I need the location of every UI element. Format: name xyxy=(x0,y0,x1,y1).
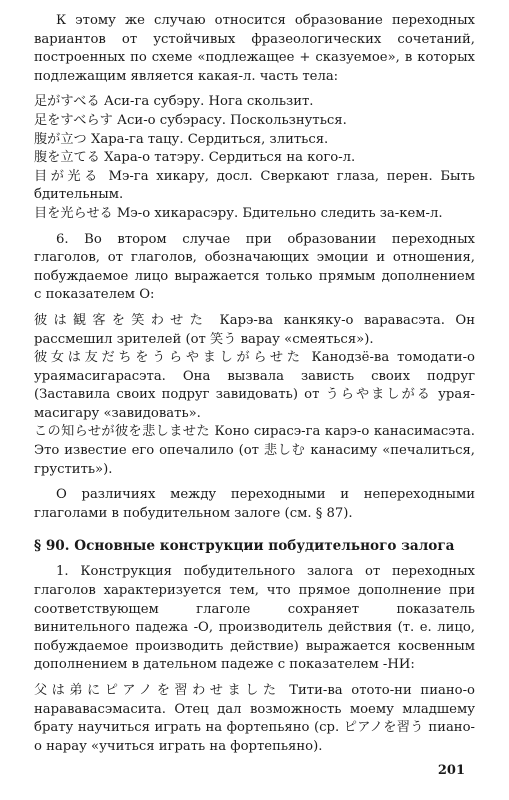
reference-paragraph: О различиях между переходными и непереходными глаголами в побудительном залоге (см. § 87). xyxy=(34,487,475,521)
point-6-paragraph: 6. Во втором случае при образовании переходных глаголов, от глаголов, обозначающих эмоции и отношения, побуждаемое лицо выражается только прямым дополнением с показателем О: xyxy=(34,231,475,303)
example-kanashimaseta: この知らせが彼を悲しませた Коно сирасэ-га карэ-о канасимасэта. Это известие его опечалило (от 悲しむ канасиму «печалиться, грустить»). xyxy=(34,424,475,477)
example-warawaseta: 彼は観客を笑わせた Карэ-ва канкяку-о варавасэта. Он рассмешил зрителей (от 笑う варау «смеяться»). xyxy=(34,312,475,347)
example-ashi-suberu: 足がすべる Аси-га субэру. Нога скользит. xyxy=(34,94,314,110)
example-narawasemashita: 父は弟にピアノを習わせました Тити-ва отото-ни пиано-о нарававасэмасита. Отец дал возможность моему младшему брату научиться играть на фортепьяно (ср. ピアノを習う пиано-о нарау «учиться играть на фортепьяно). xyxy=(34,683,475,754)
example-ashi-suberasu: 足をすべらす Аси-о субэрасу. Поскользнуться. xyxy=(34,112,347,128)
example-hara-tatsu: 腹が立つ Хара-га тацу. Сердиться, злиться. xyxy=(34,131,329,147)
example-hara-tateru: 腹を立てる Хара-о татэру. Сердиться на кого-л. xyxy=(34,150,356,166)
point-1-paragraph: 1. Конструкция побудительного залога от переходных глаголов характеризуется тем, что прямое дополнение при соответствующем глаголе сохраняет показатель винительного падежа -О, производитель действия (т. е. лицо, побуждаемое производить действие) выражается косвенным дополнением в дательном падеже с показателем -НИ: xyxy=(34,564,475,673)
example-urayamashigaraseta: 彼女は友だちをうらやましがらせた Канодзё-ва томодати-о ураямасигарасэта. Она вызвала зависть своих подруг (Заставила своих подруг завидовать) от うらやましがる урая-масигару «завидовать». xyxy=(34,350,475,421)
example-me-hikaraseru: 目を光らせる Мэ-о хикарасэру. Бдительно следить за-кем-л. xyxy=(34,205,443,221)
section-heading: § 90. Основные конструкции побудительного залога xyxy=(34,538,455,555)
intro-paragraph: К этому же случаю относится образование переходных вариантов от устойчивых фразеологических сочетаний, построенных по схеме «подлежащее + сказуемое», в которых подлежащим является какая-л. часть тела: xyxy=(34,13,475,84)
example-me-hikaru: 目が光る Мэ-га хикару, досл. Сверкают глаза, перен. Быть бдительным. xyxy=(34,168,475,203)
page-number: 201 xyxy=(437,763,465,778)
